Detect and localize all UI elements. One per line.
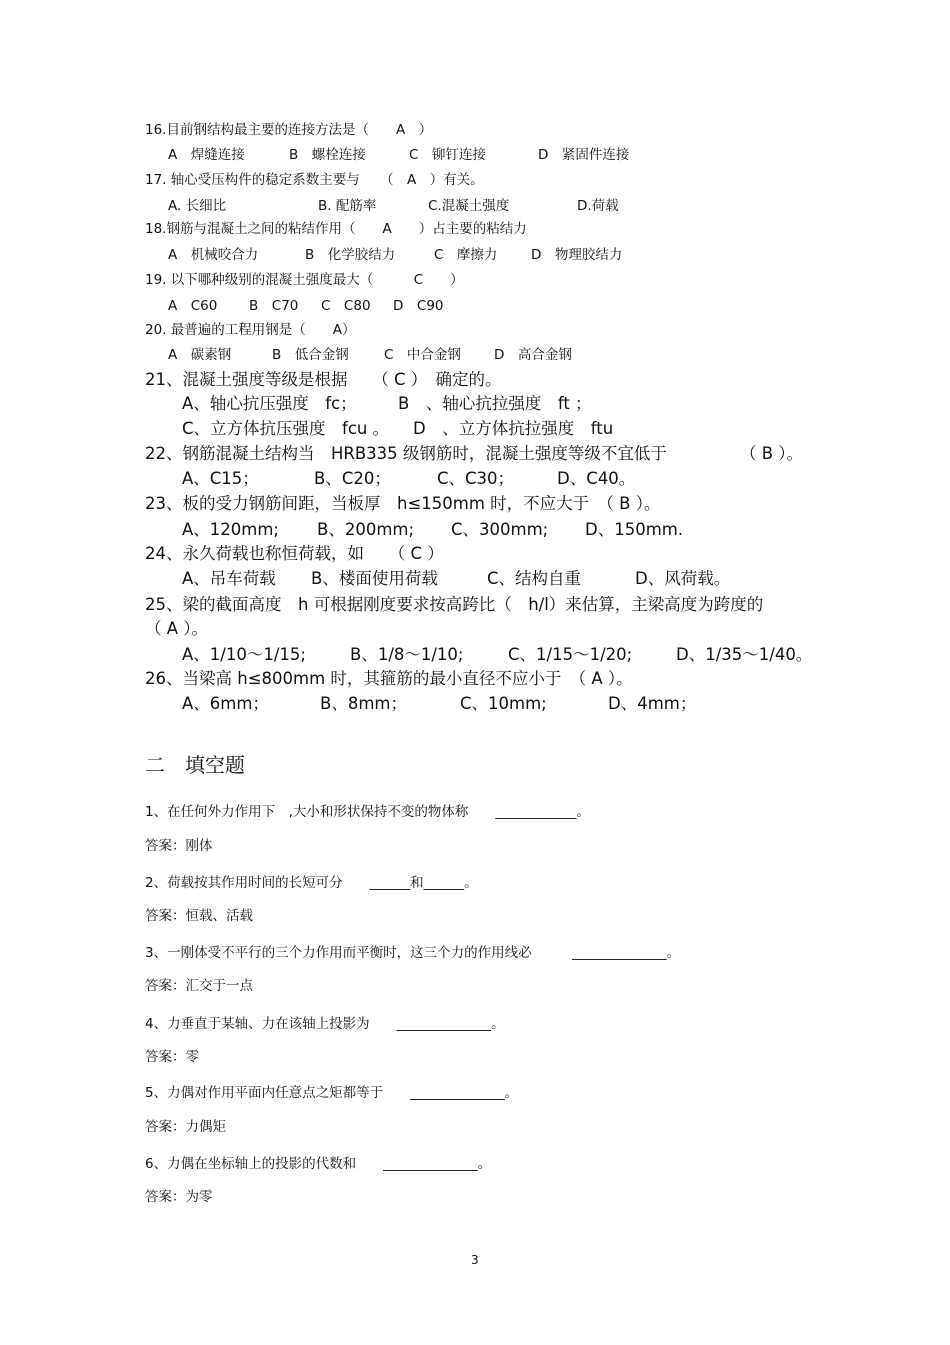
option-d: D 物理胶结力 <box>531 247 623 263</box>
option-c: C 铆钉连接 <box>409 147 486 163</box>
fill-answer: 答案：恒载、活载 <box>145 908 253 924</box>
question-20: 20. 最普遍的工程用钢是（ A） <box>145 322 356 338</box>
option-d: D 、立方体抗拉强度 ftu <box>413 419 614 438</box>
option-d: D C90 <box>393 298 444 314</box>
option-c: C C80 <box>321 298 371 314</box>
page-number: 3 <box>471 1253 479 1267</box>
option-b: B、楼面使用荷载 <box>311 569 438 588</box>
option-a: A、轴心抗压强度 fc； <box>182 394 357 413</box>
option-b: B、C20； <box>314 469 391 488</box>
option-b: B 化学胶结力 <box>305 247 396 263</box>
option-a: A、6mm； <box>182 694 269 713</box>
fill-answer: 答案：零 <box>145 1049 199 1065</box>
option-c: C、1/15～1/20; <box>508 645 633 664</box>
fill-answer: 答案：力偶矩 <box>145 1119 226 1135</box>
option-d: D、C40。 <box>557 469 636 488</box>
question-25: 25、梁的截面高度 h 可根据刚度要求按高跨比（ h/l）来估算，主梁高度为跨度的 <box>145 595 764 614</box>
option-a: A、120mm; <box>182 520 279 539</box>
option-d: D 紧固件连接 <box>538 147 630 163</box>
option-a: A C60 <box>168 298 218 314</box>
option-b: B、1/8～1/10; <box>350 645 464 664</box>
option-c: C、立方体抗压强度 fcu 。 <box>182 419 390 438</box>
question-22: 22、钢筋混凝土结构当 HRB335 级钢筋时，混凝土强度等级不宜低于 <box>145 444 667 463</box>
option-a: A 焊缝连接 <box>168 147 245 163</box>
option-b: B 螺栓连接 <box>289 147 366 163</box>
option-c: C 中合金钢 <box>384 347 461 363</box>
option-c: C、300mm; <box>451 520 549 539</box>
option-b: B C70 <box>249 298 299 314</box>
option-d: D、4mm； <box>608 694 697 713</box>
fill-question: 1、在任何外力作用下 ,大小和形状保持不变的物体称 ____________。 <box>145 804 590 820</box>
option-a: A、1/10～1/15; <box>182 645 306 664</box>
fill-question: 3、一刚体受不平行的三个力作用而平衡时，这三个力的作用线必 ______________。 <box>145 945 681 961</box>
option-b: B、8mm； <box>320 694 407 713</box>
option-b: B. 配筋率 <box>318 198 377 214</box>
option-d: D 高合金钢 <box>494 347 572 363</box>
question-18: 18.钢筋与混凝土之间的粘结作用（ A ）占主要的粘结力 <box>145 221 527 237</box>
question-23: 23、板的受力钢筋间距，当板厚 h≤150mm 时，不应大于 （ B ）。 <box>145 494 661 513</box>
fill-answer: 答案：刚体 <box>145 838 213 854</box>
option-a: A、C15； <box>182 469 259 488</box>
option-b: B 、轴心抗拉强度 ft ； <box>398 394 592 413</box>
option-b: B、200mm; <box>317 520 415 539</box>
answer-22: （ B ）。 <box>740 444 804 463</box>
option-c: C.混凝土强度 <box>428 198 510 214</box>
option-a: A. 长细比 <box>168 198 227 214</box>
fill-question: 5、力偶对作用平面内任意点之矩都等于 ______________。 <box>145 1085 519 1101</box>
question-16: 16.目前钢结构最主要的连接方法是（ A ） <box>145 122 433 138</box>
fill-question: 6、力偶在坐标轴上的投影的代数和 ______________。 <box>145 1156 492 1172</box>
option-c: C、10mm; <box>460 694 547 713</box>
option-a: A 机械咬合力 <box>168 247 259 263</box>
question-24: 24、永久荷载也称恒荷载，如 （ C ） <box>145 544 444 563</box>
fill-answer: 答案：为零 <box>145 1189 213 1205</box>
option-c: C、C30； <box>437 469 515 488</box>
question-21: 21、混凝土强度等级是根据 （ C ） 确定的。 <box>145 370 502 389</box>
option-d: D、150mm. <box>585 520 684 539</box>
fill-answer: 答案：汇交于一点 <box>145 978 253 994</box>
option-a: A 碳素钢 <box>168 347 232 363</box>
fill-question: 4、力垂直于某轴、力在该轴上投影为 ______________。 <box>145 1016 505 1032</box>
section-title: 二 填空题 <box>145 753 245 777</box>
option-c: C 摩擦力 <box>434 247 498 263</box>
question-19: 19. 以下哪种级别的混凝土强度最大（ C ） <box>145 272 464 288</box>
question-17: 17. 轴心受压构件的稳定系数主要与 （ A ）有关。 <box>145 172 484 188</box>
fill-question: 2、荷载按其作用时间的长短可分 ______和______。 <box>145 875 478 891</box>
option-c: C、结构自重 <box>487 569 582 588</box>
option-b: B 低合金钢 <box>272 347 349 363</box>
option-d: D.荷载 <box>577 198 619 214</box>
option-d: D、1/35～1/40。 <box>676 645 813 664</box>
option-a: A、吊车荷载 <box>182 569 276 588</box>
question-26: 26、当梁高 h≤800mm 时，其箍筋的最小直径不应小于 （ A ）。 <box>145 669 633 688</box>
option-d: D、风荷载。 <box>635 569 731 588</box>
answer-25: （ A ）。 <box>145 619 209 638</box>
